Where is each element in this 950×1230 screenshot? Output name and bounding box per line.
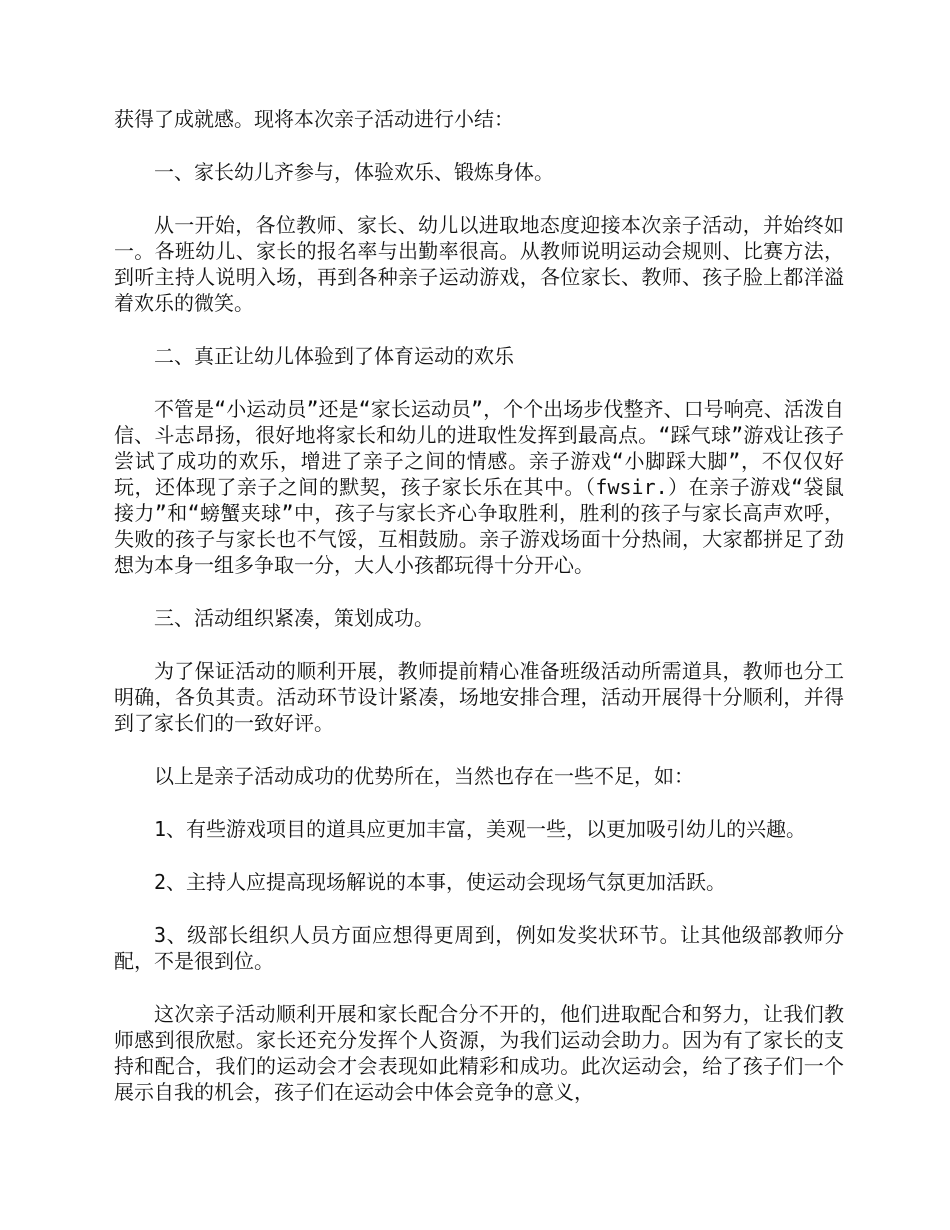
list-item-shortcoming-1: 1、有些游戏项目的道具应更加丰富，美观一些，以更加吸引幼儿的兴趣。	[154, 817, 807, 841]
paragraph-section-1: 从一开始，各位教师、家长、幼儿以进取地态度迎接本次亲子活动，并始终如一。各班幼儿、家长的报名率与出勤率很高。从教师说明运动会规则、比赛方法，到听主持人说明入场，再到各种亲子运动游戏，各位家长、教师、孩子脸上都洋溢着欢乐的微笑。	[114, 213, 844, 315]
document-body	[114, 106, 844, 1132]
heading-section-3: 三、活动组织紧凑，策划成功。	[154, 606, 434, 630]
paragraph-section-3: 为了保证活动的顺利开展，教师提前精心准备班级活动所需道具，教师也分工明确，各负其责。活动环节设计紧凑，场地安排合理，活动开展得十分顺利，并得到了家长们的一致好评。	[114, 659, 844, 735]
paragraph-intro: 获得了成就感。现将本次亲子活动进行小结：	[114, 107, 514, 131]
paragraph-section-2: 不管是“小运动员”还是“家长运动员”，个个出场步伐整齐、口号响亮、活泼自信、斗志昂扬，很好地将家长和幼儿的进取性发挥到最高点。“踩气球”游戏让孩子尝试了成功的欢乐，增进了亲子之间的情感。亲子游戏“小脚踩大脚”，不仅仅好玩，还体现了亲子之间的默契，孩子家长乐在其中。（fwsir.）在亲子游戏“袋鼠接力”和“螃蟹夹球”中，孩子与家长齐心争取胜利，胜利的孩子与家长高声欢呼，失败的孩子与家长也不气馁，互相鼓励。亲子游戏场面十分热闹，大家都拼足了劲想为本身一组多争取一分，大人小孩都玩得十分开心。	[114, 397, 844, 577]
paragraph-conclusion: 这次亲子活动顺利开展和家长配合分不开的，他们进取配合和努力，让我们教师感到很欣慰。家长还充分发挥个人资源，为我们运动会助力。因为有了家长的支持和配合，我们的运动会才会表现如此精彩和成功。此次运动会，给了孩子们一个展示自我的机会，孩子们在运动会中体会竞争的意义，	[114, 1002, 844, 1104]
list-item-shortcoming-3: 3、级部长组织人员方面应想得更周到，例如发奖状环节。让其他级部教师分配，不是很到位。	[114, 923, 844, 973]
heading-section-2: 二、真正让幼儿体验到了体育运动的欢乐	[154, 344, 514, 368]
paragraph-shortcomings-intro: 以上是亲子活动成功的优势所在，当然也存在一些不足，如：	[154, 764, 694, 788]
heading-section-1: 一、家长幼儿齐参与，体验欢乐、锻炼身体。	[154, 160, 554, 184]
list-item-shortcoming-2: 2、主持人应提高现场解说的本事，使运动会现场气氛更加活跃。	[154, 870, 727, 894]
